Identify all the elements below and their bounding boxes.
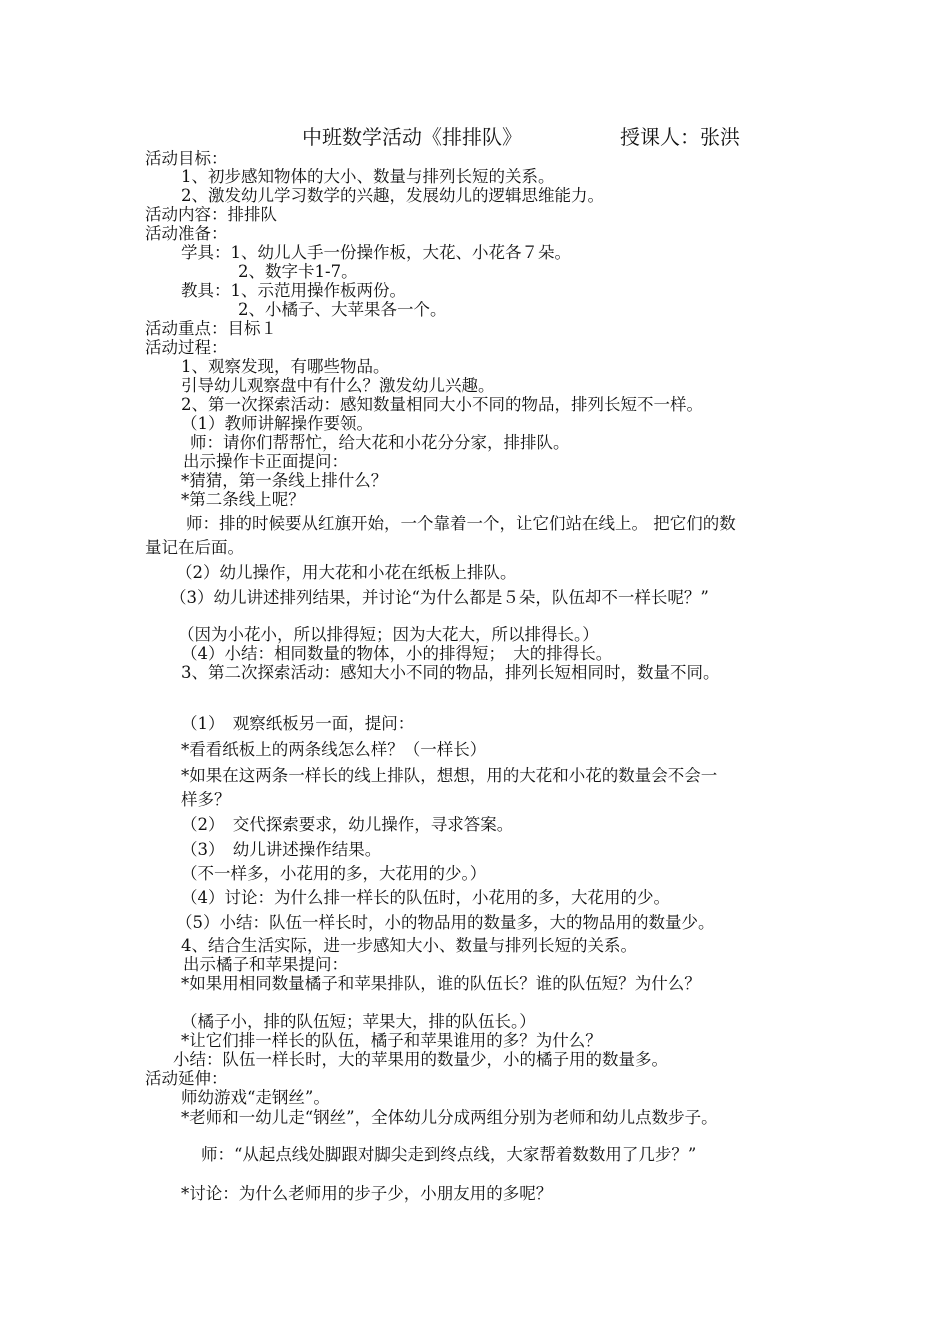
text-line: （4）小结：相同数量的物体，小的排得短； 大的排得长。 xyxy=(181,644,613,663)
section-heading: 活动内容：排排队 xyxy=(145,205,277,224)
text-line: 1、初步感知物体的大小、数量与排列长短的关系。 xyxy=(181,167,555,186)
text-line: 师：请你们帮帮忙，给大花和小花分分家，排排队。 xyxy=(190,433,570,452)
text-line: 出示操作卡正面提问： xyxy=(183,452,348,471)
text-line: 学具：1、幼儿人手一份操作板，大花、小花各７朵。 xyxy=(181,243,571,262)
section-heading: 活动重点：目标１ xyxy=(145,319,277,338)
text-line: *猜猜，第一条线上排什么？ xyxy=(181,471,388,490)
text-line: *如果在这两条一样长的线上排队，想想，用的大花和小花的数量会不会一 xyxy=(181,766,718,785)
text-line: *第二条线上呢？ xyxy=(181,490,305,509)
teacher-name: 授课人：张洪 xyxy=(620,125,740,149)
text-line: （因为小花小，所以排得短；因为大花大，所以排得长。） xyxy=(178,625,599,644)
text-line: 2、第一次探索活动：感知数量相同大小不同的物品，排列长短不一样。 xyxy=(181,395,703,414)
text-line: 3、第二次探索活动：感知大小不同的物品，排列长短相同时，数量不同。 xyxy=(181,663,720,682)
text-line: 引导幼儿观察盘中有什么？激发幼儿兴趣。 xyxy=(181,376,495,395)
text-line: （2）幼儿操作，用大花和小花在纸板上排队。 xyxy=(176,563,517,582)
text-line: 1、观察发现，有哪些物品。 xyxy=(181,357,390,376)
section-heading: 活动过程： xyxy=(145,338,228,357)
text-line: （橘子小，排的队伍短；苹果大，排的队伍长。） xyxy=(181,1012,536,1031)
text-line: 出示橘子和苹果提问： xyxy=(183,955,348,974)
text-line: （4）讨论：为什么排一样长的队伍时，小花用的多，大花用的少。 xyxy=(181,888,670,907)
text-line: 2、激发幼儿学习数学的兴趣，发展幼儿的逻辑思维能力。 xyxy=(181,186,604,205)
text-line: 4、结合生活实际，进一步感知大小、数量与排列长短的关系。 xyxy=(181,936,637,955)
text-line: （2） 交代探索要求，幼儿操作，寻求答案。 xyxy=(181,815,514,834)
text-line: 教具：1、示范用操作板两份。 xyxy=(181,281,406,300)
section-heading: 活动目标： xyxy=(145,149,228,168)
text-line: （3） 幼儿讲述操作结果。 xyxy=(181,840,382,859)
text-line: （不一样多，小花用的多，大花用的少。） xyxy=(181,864,487,883)
text-line: *老师和一幼儿走“钢丝”，全体幼儿分成两组分别为老师和幼儿点数步子。 xyxy=(181,1108,718,1127)
text-line: *如果用相同数量橘子和苹果排队，谁的队伍长？谁的队伍短？为什么？ xyxy=(181,974,701,993)
text-line: 2、小橘子、大苹果各一个。 xyxy=(238,300,447,319)
text-line: 样多？ xyxy=(181,790,231,809)
text-line: （5）小结：队伍一样长时，小的物品用的数量多，大的物品用的数量少。 xyxy=(176,913,715,932)
text-line: 小结：队伍一样长时，大的苹果用的数量少，小的橘子用的数量多。 xyxy=(173,1050,668,1069)
text-line: 师：排的时候要从红旗开始，一个靠着一个，让它们站在线上。 把它们的数 xyxy=(186,514,736,533)
document-title: 中班数学活动《排排队》 xyxy=(302,125,522,149)
text-line: 师幼游戏“走钢丝”。 xyxy=(181,1088,330,1107)
text-line: *看看纸板上的两条线怎么样？（一样长） xyxy=(181,740,487,759)
text-line: *讨论：为什么老师用的步子少，小朋友用的多呢？ xyxy=(181,1184,553,1203)
text-line: 2、数字卡1-7。 xyxy=(238,262,358,281)
text-line: *让它们排一样长的队伍，橘子和苹果谁用的多？为什么？ xyxy=(181,1031,602,1050)
section-heading: 活动延伸： xyxy=(145,1069,228,1088)
section-heading: 活动准备： xyxy=(145,224,228,243)
text-line: （3）幼儿讲述排列结果，并讨论“为什么都是５朵，队伍却不一样长呢？” xyxy=(170,588,709,607)
text-line: 量记在后面。 xyxy=(145,538,244,557)
text-line: 师：“从起点线处脚跟对脚尖走到终点线，大家帮着数数用了几步？” xyxy=(201,1145,697,1164)
text-line: （1）教师讲解操作要领。 xyxy=(181,414,373,433)
text-line: （1） 观察纸板另一面，提问： xyxy=(181,714,415,733)
